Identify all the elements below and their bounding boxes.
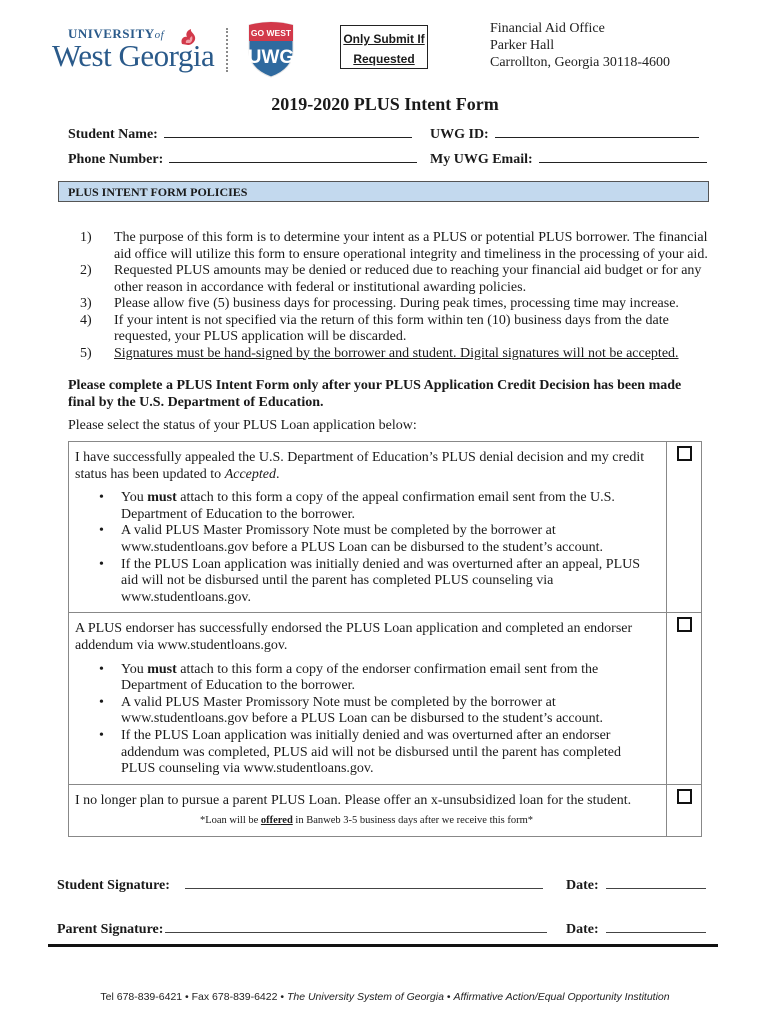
phone-number-label: Phone Number: xyxy=(68,152,164,167)
phone-number-field[interactable] xyxy=(68,150,417,168)
svg-text:GO WEST: GO WEST xyxy=(250,28,292,38)
no-plus-checkbox[interactable] xyxy=(677,789,692,804)
requirement-item: • You must attach to this form a copy of the endorser confirmation email sent from the Department of Education to the borrower. xyxy=(121,662,658,695)
requirement-item: • A valid PLUS Master Promissory Note must be completed by the borrower at www.studentloans.gov before a PLUS Loan can be disbursed to the student’s account. xyxy=(121,695,658,728)
endorser-checkbox[interactable] xyxy=(677,617,692,632)
student-signature-label: Student Signature: xyxy=(57,878,170,893)
footer-system: The University System of Georgia xyxy=(286,991,444,1003)
student-name-label: Student Name: xyxy=(68,127,158,142)
option-row-no-plus xyxy=(69,784,702,836)
address-city: Carrollton, Georgia 30118-4600 xyxy=(490,55,671,70)
logo-university-text: UNIVERSITYof xyxy=(68,26,165,41)
policy-item: 1) The purpose of this form is to determine your intent as a PLUS or potential PLUS borrower. The financial aid office will utilize this form to ensure operational integrity and timeliness in the processing of your aid. xyxy=(80,230,708,262)
policy-list xyxy=(80,230,710,362)
uwg-id-input-line[interactable] xyxy=(495,125,699,138)
logo-west-georgia-text: West Georgia xyxy=(52,38,215,73)
only-submit-if-requested-notice xyxy=(340,25,428,69)
parent-date-line[interactable] xyxy=(606,920,706,933)
option-row-endorser xyxy=(69,613,702,784)
option-appeal-requirements xyxy=(75,490,658,606)
policy-item: 2) Requested PLUS amounts may be denied or reduced due to reaching your financial aid budget or for any other reason in accordance with federal or institutional awarding policies. xyxy=(80,263,702,295)
parent-date-field[interactable] xyxy=(566,920,706,938)
logo-divider xyxy=(226,28,228,72)
footer-contact: Tel 678-839-6421 • Fax 678-839-6422 • The University System of Georgia • Affirmative Action/Equal Opportunity Institution xyxy=(100,991,670,1003)
go-west-uwg-shield-icon xyxy=(245,21,297,79)
parent-date-label: Date: xyxy=(566,922,599,937)
loan-status-options xyxy=(68,441,702,837)
office-address xyxy=(490,20,670,71)
uwg-id-field[interactable] xyxy=(430,125,699,143)
credit-decision-notice: Please complete a PLUS Intent Form only after your PLUS Application Credit Decision has been made final by the U.S. Department of Education. xyxy=(68,378,682,410)
svg-text:UWG: UWG xyxy=(247,47,295,68)
option-endorser-requirements xyxy=(75,662,658,778)
student-signature-line[interactable] xyxy=(185,876,543,889)
option-endorser-description: A PLUS endorser has successfully endorsed the PLUS Loan application and completed an endorser addendum via www.studentloans.gov. • You must attach to this form a copy of the endorser confirmation email sent from the Department of Education to the borrower. • A valid PLUS Master Promissory Note must be completed by the borrower at www.studentloans.gov before a PLUS Loan can be disbursed to the student’s account. • If the PLUS Loan application was initially denied and was overturned after an endorser addendum was completed, PLUS aid will not be disbursed until the parent has completed PLUS counseling via www.studentloans.gov. xyxy=(69,613,667,784)
parent-signature-label: Parent Signature: xyxy=(57,922,164,937)
footer-fax: Fax 678-839-6422 xyxy=(191,991,278,1003)
option-endorser-checkbox-cell xyxy=(667,613,702,784)
phone-number-input-line[interactable] xyxy=(169,150,417,163)
parent-signature-field[interactable] xyxy=(57,920,547,938)
form-title: 2019-2020 PLUS Intent Form xyxy=(271,94,499,114)
appeal-checkbox[interactable] xyxy=(677,446,692,461)
uwg-id-label: UWG ID: xyxy=(430,127,489,142)
requirement-item: • If the PLUS Loan application was initially denied and was overturned after an endorser addendum was completed, PLUS aid will not be disbursed until the parent has completed PLUS counseling via www.studentloans.gov. xyxy=(121,728,658,778)
footer-eeo: Affirmative Action/Equal Opportunity Institution xyxy=(453,991,670,1003)
option-row-appeal xyxy=(69,442,702,613)
requirement-item: • A valid PLUS Master Promissory Note must be completed by the borrower at www.studentloans.gov before a PLUS Loan can be disbursed to the student’s account. xyxy=(121,523,658,556)
loan-offer-note: *Loan will be offered in Banweb 3-5 business days after we receive this form* xyxy=(199,815,534,827)
student-name-field[interactable] xyxy=(68,125,412,143)
address-building: Parker Hall xyxy=(490,38,555,53)
parent-signature-line[interactable] xyxy=(165,920,547,933)
policy-item: 5) Signatures must be hand-signed by the borrower and student. Digital signatures will not be accepted. xyxy=(80,345,679,361)
submit-notice-line2: Requested xyxy=(353,52,415,66)
requirement-item: • If the PLUS Loan application was initially denied and was overturned after an appeal, PLUS aid will not be disbursed until the parent has completed PLUS counseling via www.studentloans.gov. xyxy=(121,557,658,607)
policy-item: 4) If your intent is not specified via the return of this form within ten (10) business days from the date requested, your PLUS application will be discarded. xyxy=(80,312,669,344)
policies-heading: PLUS INTENT FORM POLICIES xyxy=(58,181,709,202)
option-no-plus-description: I no longer plan to pursue a parent PLUS Loan. Please offer an x-unsubsidized loan for the student. *Loan will be offered in Banweb 3-5 business days after we receive this form* xyxy=(69,784,667,836)
footer-divider xyxy=(48,944,718,947)
email-input-line[interactable] xyxy=(539,150,707,163)
option-no-plus-checkbox-cell xyxy=(667,784,702,836)
student-date-label: Date: xyxy=(566,878,599,893)
student-signature-field[interactable] xyxy=(57,876,543,894)
option-appeal-description: I have successfully appealed the U.S. Department of Education’s PLUS denial decision and my credit status has been updated to Accepted. • You must attach to this form a copy of the appeal confirmation email sent from the U.S. Department of Education to the borrower. • A valid PLUS Master Promissory Note must be completed by the borrower at www.studentloans.gov before a PLUS Loan can be disbursed to the student’s account. • If the PLUS Loan application was initially denied and was overturned after an appeal, PLUS aid will not be disbursed until the parent has completed PLUS counseling via www.studentloans.gov. xyxy=(69,442,667,613)
student-date-field[interactable] xyxy=(566,876,706,894)
requirement-item: • You must attach to this form a copy of the appeal confirmation email sent from the U.S. Department of Education to the borrower. xyxy=(121,490,658,523)
email-field[interactable] xyxy=(430,150,707,168)
email-label: My UWG Email: xyxy=(430,152,533,167)
student-date-line[interactable] xyxy=(606,876,706,889)
university-logo xyxy=(50,24,215,74)
student-name-input-line[interactable] xyxy=(164,125,412,138)
submit-notice-line1: Only Submit If xyxy=(343,32,425,46)
footer-tel: Tel 678-839-6421 xyxy=(100,991,183,1003)
option-appeal-checkbox-cell xyxy=(667,442,702,613)
select-status-prompt: Please select the status of your PLUS Loan application below: xyxy=(68,418,417,433)
address-office: Financial Aid Office xyxy=(490,21,605,36)
policy-item: 3) Please allow five (5) business days for processing. During peak times, processing time may increase. xyxy=(80,296,679,311)
